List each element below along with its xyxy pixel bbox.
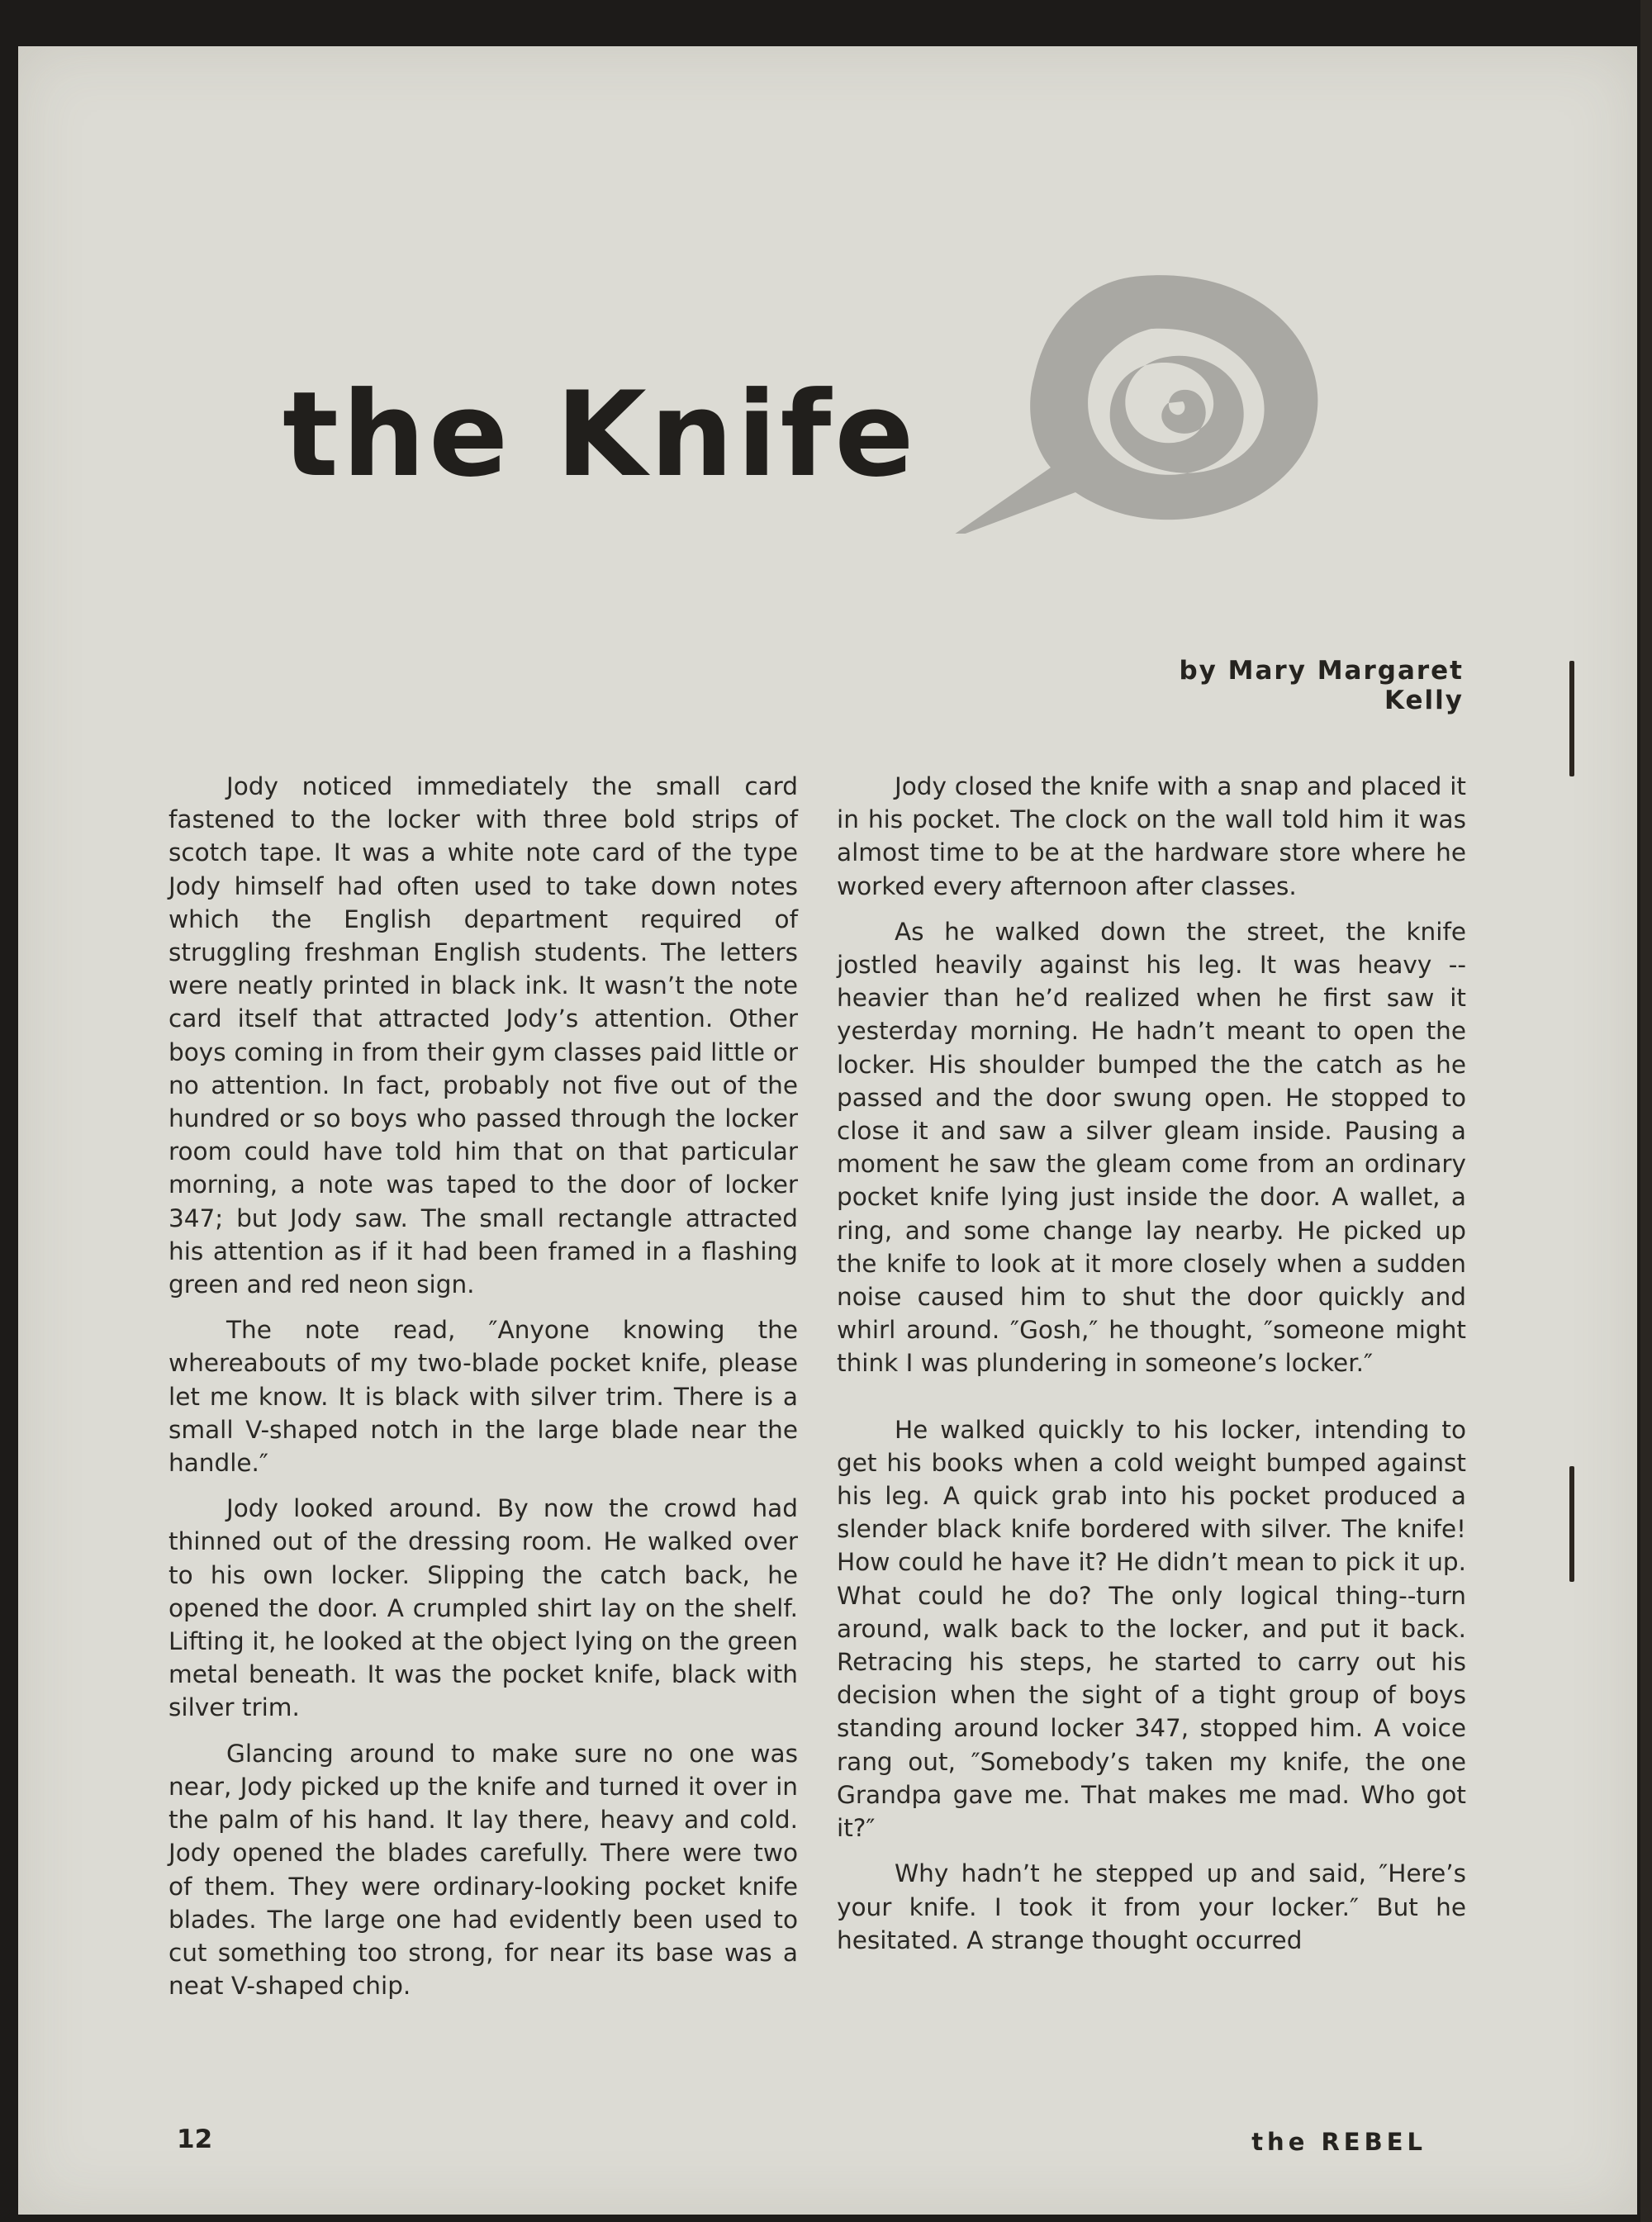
paragraph: Jody closed the knife with a snap and placed it in his pocket. The clock on the wall told him it was almost time to be at the hardware store where he worked every afternoon after classes. — [837, 772, 1466, 900]
paragraph: As he walked down the street, the knife jostled heavily against his leg. It was heavy --heavier than he’d realized when he first saw it yesterday morning. He hadn’t meant to open the locker. His shoulder bumped the the catch as he passed and the door swung open. He stopped to close it and saw a silver gleam inside. Pausing a moment he saw the gleam come from an ordinary pocket knife lying just inside the door. A wallet, a ring, and some change lay nearby. He picked up the knife to look at it more closely when a sudden noise caused him to shut the door quickly and whirl around. ″Gosh,″ he thought, ″someone might think I was plundering in someone’s locker.″ — [837, 917, 1466, 1378]
paragraph: Jody noticed immediately the small card fastened to the locker with three bold strips of scotch tape. It was a white note card of the type Jody himself had often used to take down notes which the English department required of struggling freshman English students. The letters were neatly printed in black ink. It wasn’t the note card itself that attracted Jody’s attention. Other boys coming in from their gym classes paid little or no attention. In fact, probably not five out of the hundred or so boys who passed through the locker room could have told him that on that particular morning, a note was taped to the door of locker 347; but Jody saw. The small rectangle attracted his attention as if it had been framed in a flashing green and red neon sign. — [169, 772, 798, 1299]
staple — [1569, 661, 1574, 776]
paragraph: He walked quickly to his locker, intending to get his books when a cold weight bumped against his leg. A quick grab into his pocket produced a slender black knife bordered with silver. The knife! How could he have it? He didn’t mean to pick it up. What could he do? The only logical thing--turn around, walk back to the locker, and put it back. Retracing his steps, he started to carry out his decision when the sight of a tight group of boys standing around locker 347, stopped him. A voice rang out, ″Somebody’s taken my knife, the one Grandpa gave me. That makes me mad. Who got it?″ — [837, 1415, 1466, 1843]
paragraph: The note read, ″Anyone knowing the whereabouts of my two-blade pocket knife, please let me know. It is black with silver trim. There is a small V-shaped notch in the large blade near the handle.″ — [169, 1316, 798, 1478]
right-column — [837, 770, 1466, 1969]
spiral-illustration-icon — [935, 261, 1348, 534]
magazine-name: the REBEL — [1251, 2128, 1427, 2156]
story-title: the Knife — [282, 367, 918, 503]
paragraph: Why hadn’t he stepped up and said, ″Here’s your knife. I took it from your locker.″ But he hesitated. A strange thought occurred — [837, 1859, 1466, 1954]
paragraph: Glancing around to make sure no one was near, Jody picked up the knife and turned it over in the palm of his hand. It lay there, heavy and cold. Jody opened the blades carefully. There were two of them. They were ordinary-looking pocket knife blades. The large one had evidently been used to cut something too strong, for near its base was a neat V-shaped chip. — [169, 1739, 798, 2001]
staple — [1569, 1466, 1574, 1582]
magazine-page — [18, 46, 1637, 2215]
binding-edge — [1640, 0, 1652, 2222]
byline: by Mary Margaret Kelly — [1179, 656, 1464, 715]
page-number: 12 — [177, 2125, 213, 2154]
paragraph: Jody looked around. By now the crowd had thinned out of the dressing room. He walked over to his own locker. Slipping the catch back, he opened the door. A crumpled shirt lay on the shelf. Lifting it, he looked at the object lying on the green metal beneath. It was the pocket knife, black with silver trim. — [169, 1494, 798, 1722]
left-column — [169, 770, 798, 2015]
